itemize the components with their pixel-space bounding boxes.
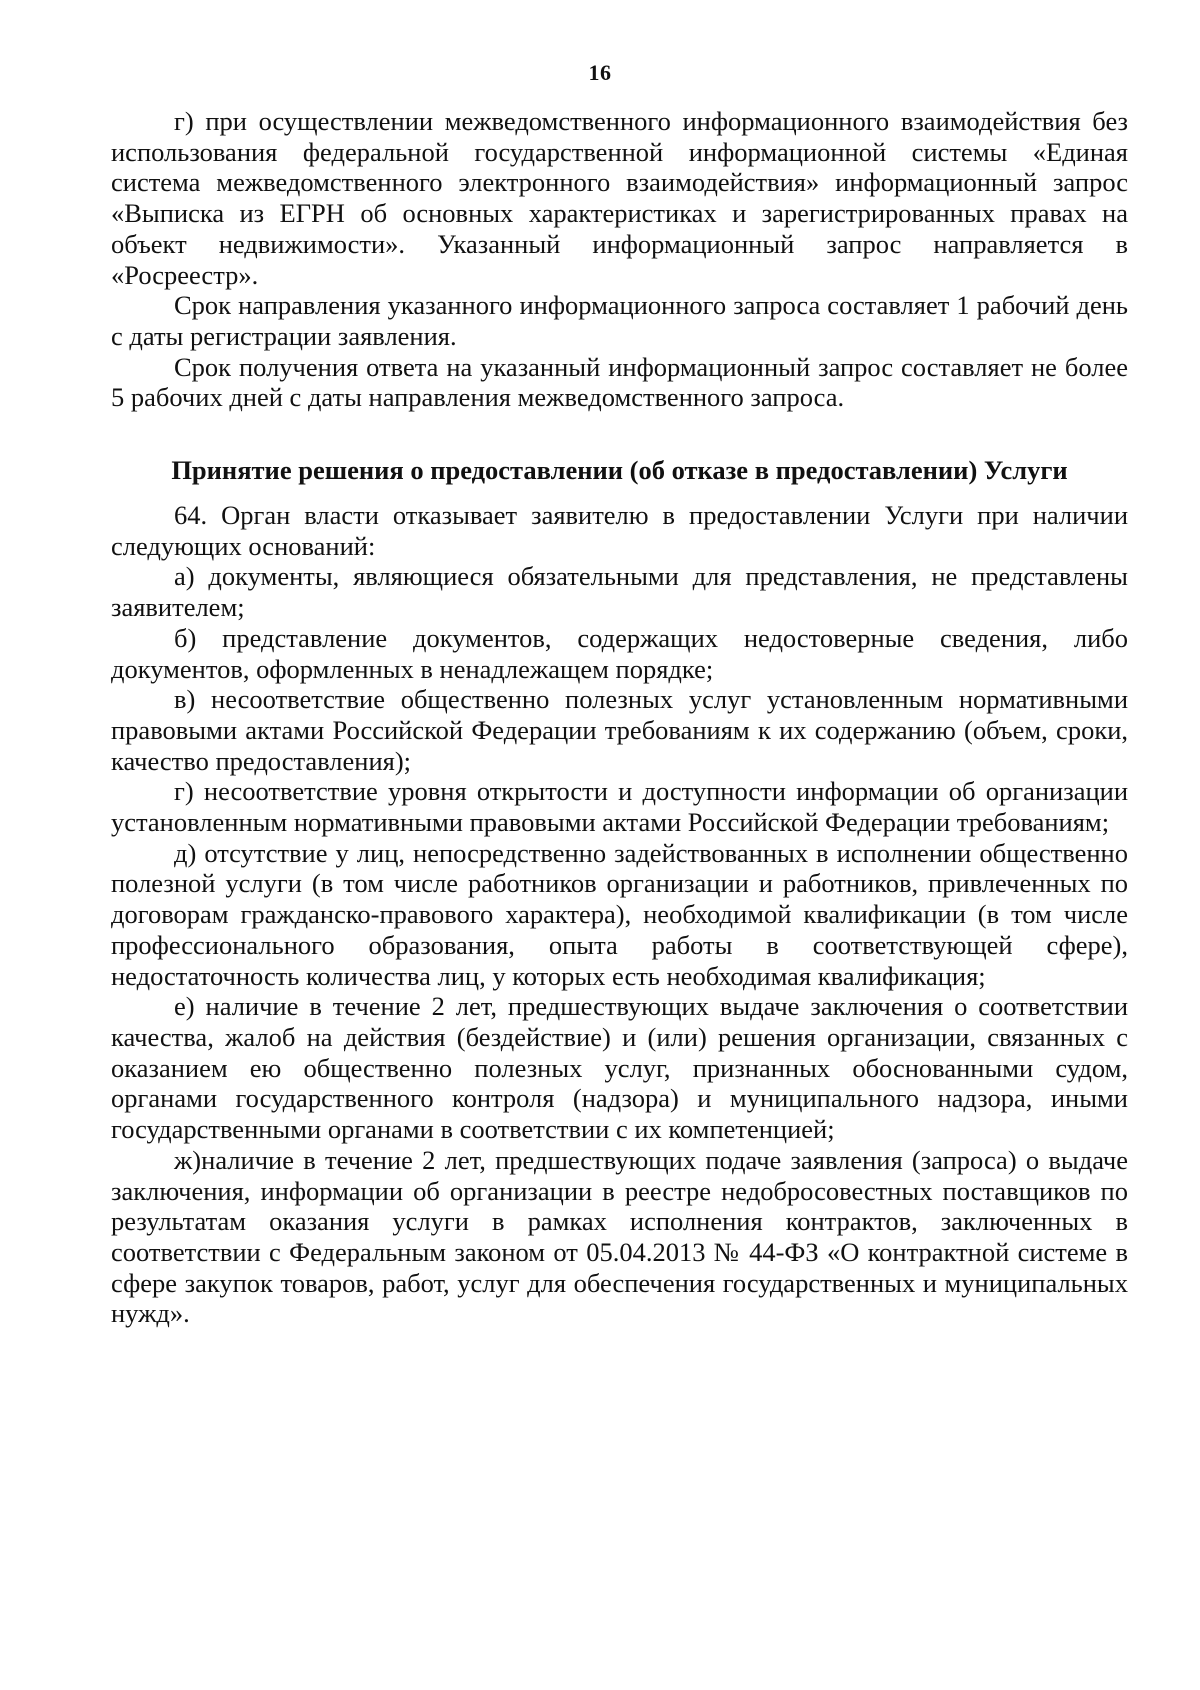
paragraph-item-g: г) несоответствие уровня открытости и доступности информации об организации установленным нормативными правовыми актами Российской Федерации требованиям; [111,776,1128,838]
paragraph-item-b: б) представление документов, содержащих недостоверные сведения, либо документов, оформленных в ненадлежащем порядке; [111,622,1128,684]
document-body [111,106,1128,1329]
section-heading: Принятие решения о предоставлении (об отказе в предоставлении) Услуги [171,455,1068,486]
paragraph-item-a: а) документы, являющиеся обязательными для представления, не представлены заявителем; [111,561,1128,623]
paragraph-item-e: е) наличие в течение 2 лет, предшествующих выдаче заключения о соответствии качества, жалоб на действия (бездействие) и (или) решения организации, связанных с оказанием ею общественно полезных услуг, признанных обоснованными судом, органами государственного контроля (надзора) и муниципального надзора, иными государственными органами в соответствии с их компетенцией; [111,991,1128,1145]
paragraph-item-d: д) отсутствие у лиц, непосредственно задействованных в исполнении общественно полезной услуги (в том числе работников организации и работников, привлеченных по договорам гражданско-правового характера), необходимой квалификации (в том числе профессионального образования, опыта работы в соответствующей сфере), недостаточность количества лиц, у которых есть необходимая квалификация; [111,837,1128,991]
paragraph-item-zh: ж)наличие в течение 2 лет, предшествующих подаче заявления (запроса) о выдаче заключения, информации об организации в реестре недобросовестных поставщиков по результатам оказания услуги в рамках исполнения контрактов, заключенных в соответствии с Федеральным законом от 05.04.2013 № 44-ФЗ «О контрактной системе в сфере закупок товаров, работ, услуг для обеспечения государственных и муниципальных нужд». [111,1144,1128,1329]
paragraph-item-v: в) несоответствие общественно полезных услуг установленным нормативными правовыми актами Российской Федерации требованиям к их содержанию (объем, сроки, качество предоставления); [111,684,1128,776]
paragraph-64-refusal-grounds: 64. Орган власти отказывает заявителю в предоставлении Услуги при наличии следующих оснований: [111,500,1128,561]
paragraph-request-deadline: Срок направления указанного информационного запроса составляет 1 рабочий день с даты регистрации заявления. [111,290,1128,351]
paragraph-response-deadline: Срок получения ответа на указанный информационный запрос составляет не более 5 рабочих дней с даты направления межведомственного запроса. [111,351,1128,413]
page-number: 16 [588,60,612,85]
paragraph-interagency-request: г) при осуществлении межведомственного информационного взаимодействия без использования федеральной государственной информационной системы «Единая система межведомственного электронного взаимодействия» информационный запрос «Выписка из ЕГРН об основных характеристиках и зарегистрированных правах на объект недвижимости». Указанный информационный запрос направляется в «Росреестр». [111,106,1128,290]
